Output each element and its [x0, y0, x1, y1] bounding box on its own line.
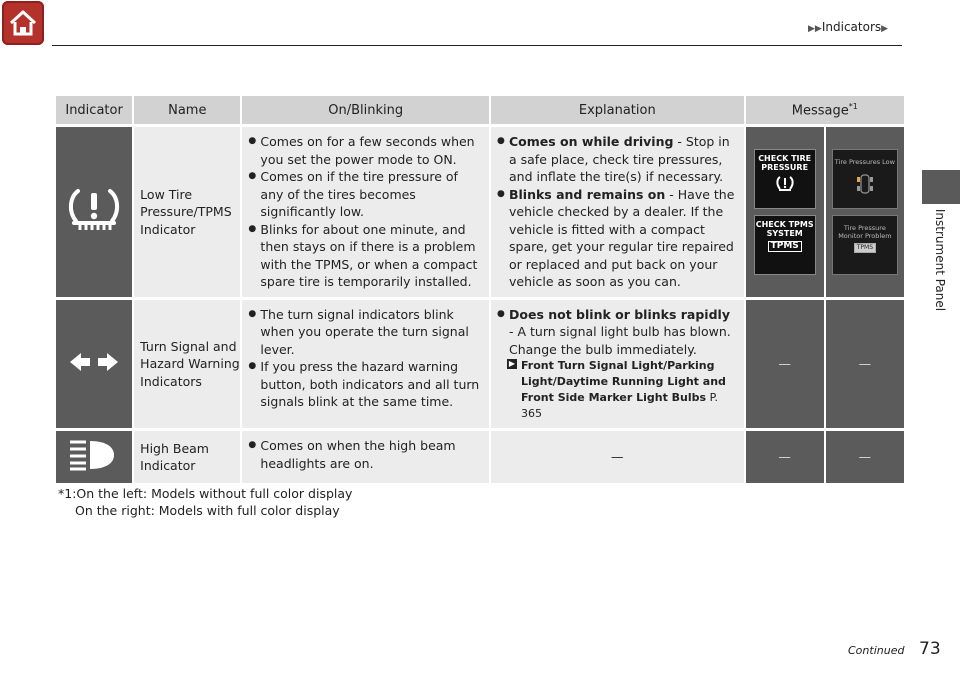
header-explanation: Explanation [491, 96, 744, 124]
breadcrumb-label: Indicators [821, 20, 882, 34]
indicator-cell [56, 431, 132, 483]
indicator-name: Low Tire Pressure/TPMS Indicator [134, 127, 240, 297]
explanation-cell [491, 300, 744, 429]
list-item: ● Comes on when the high beam headlights are on. [248, 437, 483, 472]
indicator-table [54, 96, 906, 483]
footnote-line: On the right: Models with full color display [75, 503, 340, 518]
message-screen-tire-pressure-monitor-problem: Tire Pressure Monitor Problem TPMS [832, 215, 898, 275]
message-screen-tire-pressures-low: Tire Pressures Low [832, 149, 898, 209]
breadcrumb-end-arrow: ▶ [881, 24, 889, 34]
explanation-cell: — [491, 431, 744, 483]
header-message: Message$^{*1}$ [746, 96, 904, 124]
high-beam-icon [68, 438, 120, 472]
footnote [58, 485, 352, 519]
home-icon [2, 1, 44, 45]
tpms-badge: TPMS [854, 243, 876, 253]
message-left-cell: — [746, 300, 824, 429]
home-button[interactable] [2, 1, 44, 45]
list-item: ● Blinks for about one minute, and then stays on if there is a problem with the TPMS, or when a compact spare tire is temporarily installed. [248, 221, 483, 291]
tire-pressure-icon [775, 174, 795, 194]
on-blinking-cell [242, 127, 489, 297]
tire-pressure-icon [66, 185, 122, 235]
car-tires-icon [856, 172, 874, 196]
header-rule [52, 45, 902, 46]
message-right-cell [826, 127, 904, 297]
message-left-cell [746, 127, 824, 297]
table-row [56, 127, 904, 297]
explanation-cell [491, 127, 744, 297]
message-screen-check-tpms-system: CHECK TPMS SYSTEM TPMS [754, 215, 816, 275]
list-item: ● If you press the hazard warning button, both indicators and all turn signals blink at the same time. [248, 358, 483, 411]
on-blinking-cell [242, 300, 489, 429]
list-item: ● Blinks and remains on - Have the vehicle checked by a dealer. If the vehicle is fitted with a compact spare, get your regular tire repaired or replaced and put back on your vehicle as soon as you can. [497, 186, 738, 291]
table-row [56, 300, 904, 429]
message-right-cell: — [826, 431, 904, 483]
header-on-blinking: On/Blinking [242, 96, 489, 124]
list-item: ● The turn signal indicators blink when you operate the turn signal lever. [248, 306, 483, 359]
reference-arrow-icon: ▶ [508, 359, 516, 368]
header-name: Name [134, 96, 240, 124]
page-number: 73 [919, 639, 941, 659]
table-row [56, 431, 904, 483]
cross-reference-link[interactable]: ▶ Front Turn Signal Light/Parking Light/Daytime Running Light and Front Side Marker Light Bulbs P. 365 [508, 359, 726, 420]
list-item: ● Comes on while driving - Stop in a safe place, check tire pressures, and inflate the tire(s) if necessary. [497, 133, 738, 186]
on-blinking-cell [242, 431, 489, 483]
breadcrumb-arrows: ▶▶ [808, 24, 822, 34]
footnote-line: *1:On the left: Models without full color display [58, 486, 353, 501]
message-left-cell: — [746, 431, 824, 483]
chapter-tab[interactable] [922, 170, 960, 204]
tpms-badge: TPMS [768, 241, 802, 252]
continued-label: Continued [848, 644, 905, 657]
list-item: ● Comes on if the tire pressure of any of the tires becomes significantly low. [248, 168, 483, 221]
indicator-name: High Beam Indicator [134, 431, 240, 483]
list-item: ● Comes on for a few seconds when you set the power mode to ON. [248, 133, 483, 168]
chapter-label: Instrument Panel [933, 208, 947, 312]
header-indicator: Indicator [56, 96, 132, 124]
message-right-cell: — [826, 300, 904, 429]
breadcrumb[interactable] [808, 20, 888, 34]
list-item: ● Does not blink or blinks rapidly - A turn signal light bulb has blown. Change the bulb immediately. [497, 306, 738, 359]
indicator-cell [56, 127, 132, 297]
message-screen-check-tire-pressure: CHECK TIRE PRESSURE [754, 149, 816, 209]
turn-signal-icon [68, 351, 120, 373]
indicator-cell [56, 300, 132, 429]
indicator-name: Turn Signal and Hazard Warning Indicators [134, 300, 240, 429]
